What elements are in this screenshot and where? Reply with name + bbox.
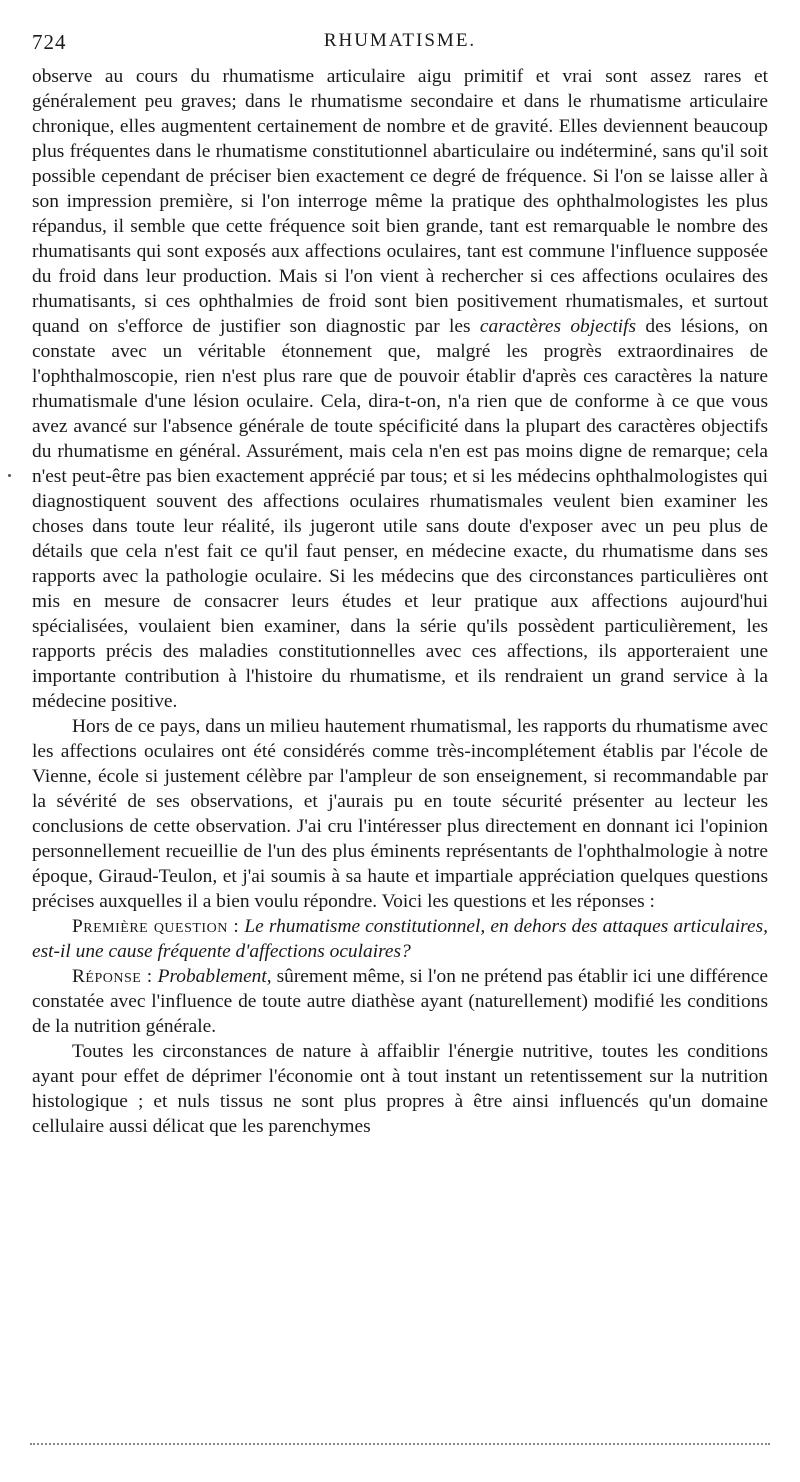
answer-text: sûrement même, si l'on ne prétend pas établir ici une différence constatée avec l'influence de toute autre diathèse ayant (naturellement) modifié les conditions de la nutrition générale. [32,966,768,1037]
paragraph-continuation [32,64,768,714]
question-text: Le rhumatisme constitutionnel, en dehors des attaques articulaires, est-il une cause fréquente d'affections oculaires? [32,916,768,962]
answer-block [32,964,768,1039]
paragraph-vienna: Hors de ce pays, dans un milieu hautement rhumatismal, les rapports du rhumatisme avec les affections oculaires ont été considérés comme très-incomplétement établis par l'école de Vienne, école si justement célèbre par l'ampleur de son enseignement, si recommandable par la sévérité de ses observations, et j'aurais pu en toute sécurité présenter au lecteur les conclusions de cette observation. J'ai cru l'intéresser plus directement en donnant ici l'opinion personnellement recueillie de l'un des plus éminents représentants de l'ophthalmologie à notre époque, Giraud-Teulon, et j'ai soumis à sa haute et impartiale appréciation quelques questions précises auxquelles il a bien voulu répondre. Voici les questions et les réponses : [32,716,768,912]
bottom-dotted-rule [30,1443,770,1445]
answer-emphasis: Probablement, [157,966,272,987]
paragraph-text: des lésions, on constate avec un véritable étonnement que, malgré les progrès extraordinaires de l'ophthalmoscopie, rien n'est plus rare que de pouvoir établir d'après ces caractères la nature rhumatismale d'une lésion oculaire. Cela, dira-t-on, n'a rien que de conforme à ce que vous avez avancé sur l'absence générale de toute spécificité dans la plupart des caractères objectifs du rhumatisme en général. Assurément, mais cela n'en est pas moins digne de remarque; cela n'est peut-être pas bien exactement apprécié par tous; et si les médecins ophthalmologistes qui diagnostiquent souvent des affections oculaires rhumatismales veulent bien examiner les choses dans toute leur réalité, ils jugeront utile sans doute d'exposer avec un peu plus de détails que cela n'est fait ce qu'il faut penser, en médecine exacte, du rhumatisme dans ses rapports avec la pathologie oculaire. Si les médecins que des circonstances particulières ont mis en mesure de consacrer leurs études et leur pratique aux affections aujourd'hui spécialisées, voulaient bien examiner, dans la série qu'ils possèdent particulièrement, les rapports précis des maladies constitutionnelles avec ces affections, ils apporteraient une importante contribution à l'histoire du rhumatisme, et ils rendraient un grand service à la médecine positive. [32,316,769,712]
question-block [32,914,768,964]
running-title: RHUMATISME. [323,30,477,51]
paragraph-text: observe au cours du rhumatisme articulaire aigu primitif et vrai sont assez rares et généralement peu graves; dans le rhumatisme secondaire et dans le rhumatisme articulaire chronique, elles augmentent certainement de nombre et de gravité. Elles deviennent beaucoup plus fréquentes dans le rhumatisme constitutionnel abarticulaire ou indéterminé, sans qu'il soit possible cependant de préciser bien exactement ce degré de fréquence. Si l'on se laisse aller à son impression première, si l'on interroge même la pratique des ophthalmologistes les plus répandus, il semble que cette fréquence soit bien grande, tant est remarquable le nombre des rhumatisants qui sont exposés aux affections oculaires, tant est commune l'influence supposée du froid dans leur production. Mais si l'on vient à rechercher si ces affections oculaires des rhumatisants, si ces ophthalmies de froid sont bien positivement rhumatismales, et surtout quand on s'efforce de justifier son diagnostic par les [32,66,768,337]
page [32,30,768,1139]
paragraph-nutrition: Toutes les circonstances de nature à affaiblir l'énergie nutritive, toutes les conditions ayant pour effet de déprimer l'économie ont à tout instant un retentissement sur la nutrition histologique ; et nuls tissus ne sont plus propres à être ainsi influencés qu'un domaine cellulaire aussi délicat que les parenchymes [32,1041,768,1137]
page-number: 724 [32,30,67,54]
emphasis-text: caractères objectifs [479,316,637,337]
body-text [32,64,768,1139]
running-head [32,30,768,64]
answer-label: Réponse : [72,966,153,987]
margin-speck [8,474,11,477]
question-label: Première question : [72,916,240,937]
